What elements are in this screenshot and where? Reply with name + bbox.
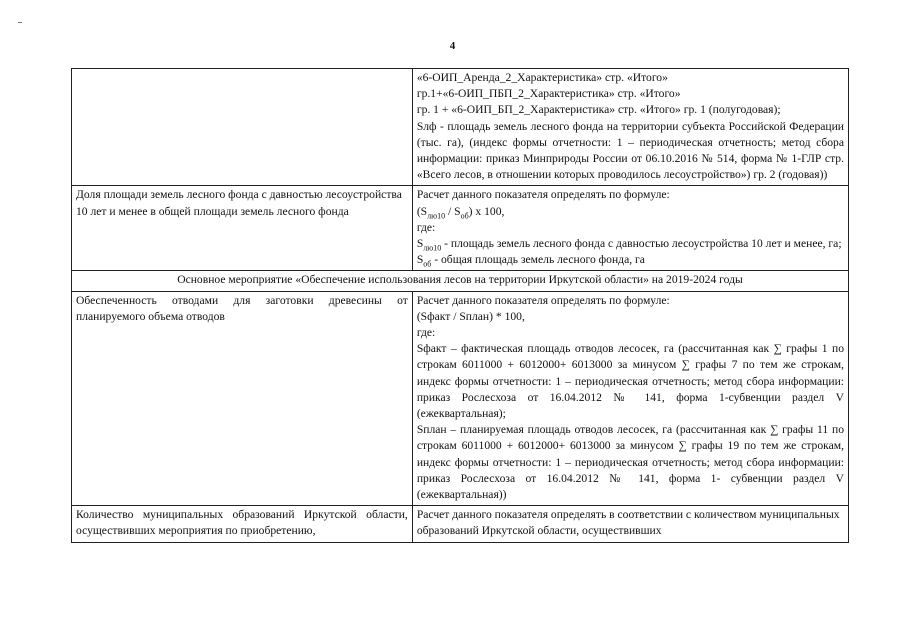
symbol: S <box>416 237 424 251</box>
formula-subscript: об <box>460 210 469 220</box>
calculation-cell <box>412 186 848 271</box>
formula-subscript: лю10 <box>427 210 446 220</box>
table-row <box>72 506 849 542</box>
indicator-name-cell <box>72 69 413 186</box>
section-header-row <box>72 271 849 291</box>
definition-text <box>417 252 844 268</box>
formula-line: гр.1+«6-ОИП_ПБП_2_Характеристика» стр. «Итого» <box>416 87 681 101</box>
table-row <box>72 186 849 271</box>
definition-text: Sплан – планируемая площадь отводов лесосек, га (рассчитанная как ∑ графы 11 по строкам 6011000 + 6012000+ 6013000 за минусом ∑ графы 19 по тем же строкам, индекс формы отчетности: 1 – периодическая отчетность; метод сбора информации: приказ Рослесхоза от 16.04.2012 № 141, форма 1- субвенции раздел V (ежеквартальная)) <box>416 423 844 502</box>
calculation-cell: Расчет данного показателя определять в соответствии с количеством муниципальных образований Иркутской области, осуществивших <box>412 506 848 542</box>
scan-mark <box>18 22 22 23</box>
indicator-name-cell: Количество муниципальных образований Иркутской области, осуществивших мероприятия по приобретению, <box>72 506 413 542</box>
section-title: Основное мероприятие «Обеспечение использования лесов на территории Иркутской области» на 2019-2024 годы <box>72 271 849 291</box>
indicator-name-cell: Доля площади земель лесного фонда с давностью лесоустройства 10 лет и менее в общей площади земель лесного фонда <box>72 186 413 271</box>
where-label: где: <box>416 220 436 234</box>
formula: (Sфакт / Sплан) * 100, <box>416 309 525 323</box>
definition-text <box>417 236 844 252</box>
formula-intro: Расчет данного показателя определять по формуле: <box>416 293 670 307</box>
formula-intro: Расчет данного показателя определять по формуле: <box>416 188 670 202</box>
symbol-subscript: об <box>423 259 432 269</box>
formula-part: ) x 100, <box>468 204 505 218</box>
calculation-cell <box>412 291 848 506</box>
table-row <box>72 291 849 506</box>
symbol: S <box>416 253 424 267</box>
definition-text: Sфакт – фактическая площадь отводов лесосек, га (рассчитанная как ∑ графы 1 по строкам 6011000 + 6012000+ 6013000 за минусом ∑ графы 7 по тем же строкам, индекс формы отчетности: 1 – периодическая отчетность; метод сбора информации: приказ Рослесхоза от 16.04.2012 № 141, форма 1-субвенции раздел V (ежеквартальная); <box>416 342 844 421</box>
where-label: где: <box>416 326 436 340</box>
definition-text: Sлф - площадь земель лесного фонда на территории субъекта Российской Федерации (тыс. га), (индекс формы отчетности: 1 – периодическая отчетность; метод сбора информации: приказ Минприроды России от 06.10.2016 № 514, форма № 1-ГЛР стр. «Всего лесов, в отношении которых проводилось лесоустройство») гр. 2 (годовая)) <box>416 119 844 182</box>
formula-part: (S <box>416 204 428 218</box>
indicator-name-cell: Обеспеченность отводами для заготовки древесины от планируемого объема отводов <box>72 291 413 506</box>
formula <box>417 204 844 220</box>
formula-part: / S <box>445 204 461 218</box>
definition: - общая площадь земель лесного фонда, га <box>431 253 645 267</box>
formula-line: «6-ОИП_Аренда_2_Характеристика» стр. «Итого» <box>416 71 668 84</box>
formula-line: гр. 1 + «6-ОИП_БП_2_Характеристика» стр. «Итого» гр. 1 (полугодовая); <box>416 103 781 117</box>
table-row <box>72 69 849 186</box>
symbol-subscript: лю10 <box>423 243 442 253</box>
page-number: 4 <box>449 40 456 52</box>
calculation-cell <box>412 69 848 186</box>
definition: - площадь земель лесного фонда с давностью лесоустройства 10 лет и менее, га; <box>441 237 842 251</box>
indicators-table <box>71 68 849 543</box>
